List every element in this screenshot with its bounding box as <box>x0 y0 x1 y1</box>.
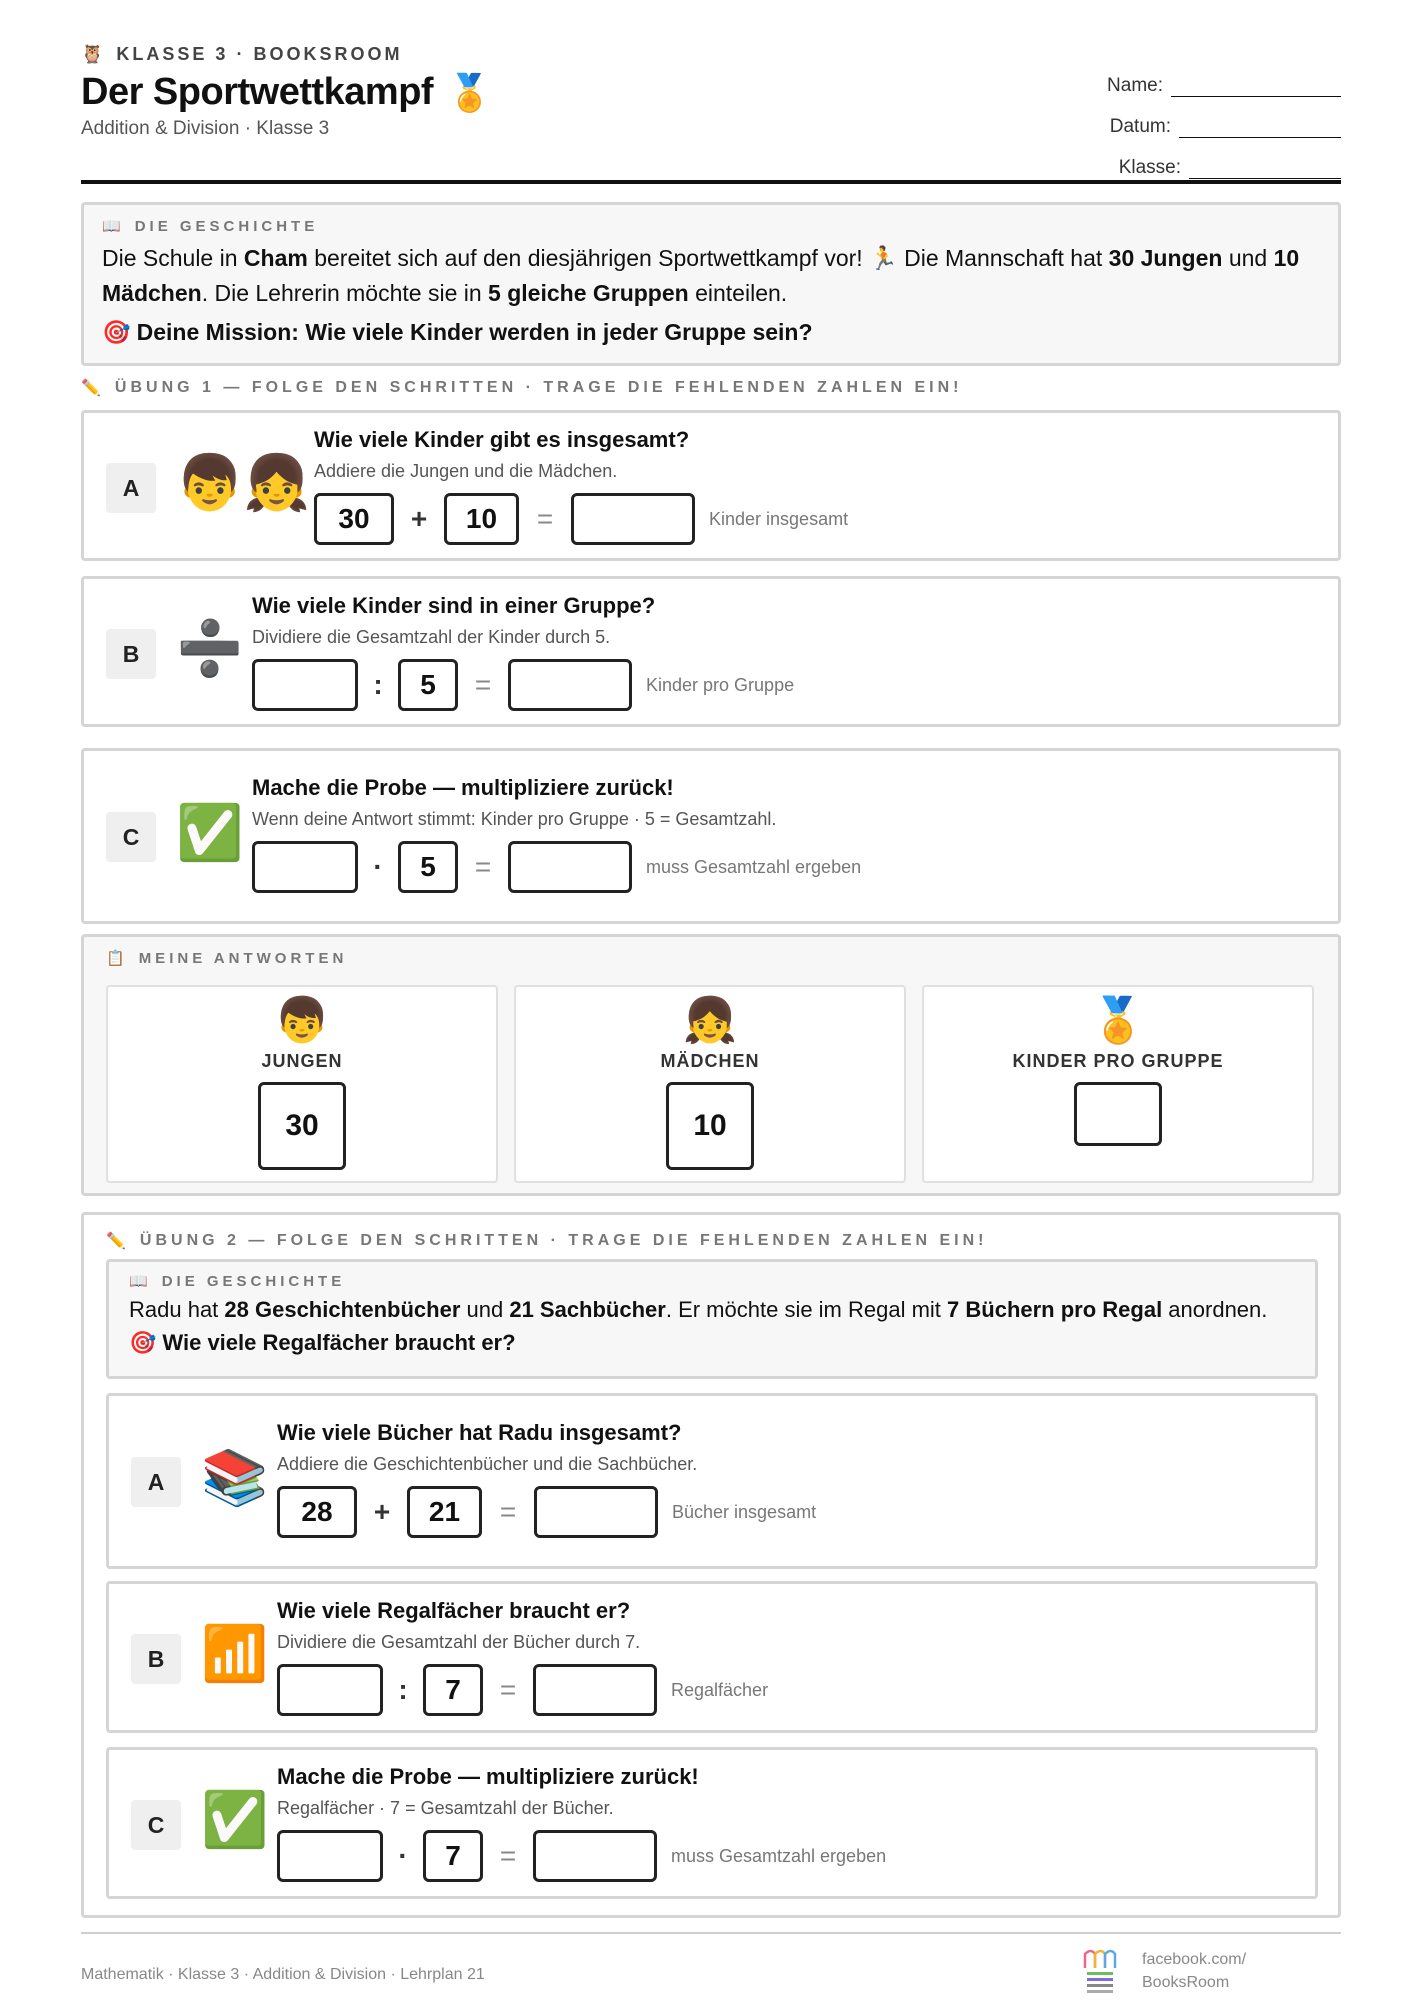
story2-box <box>106 1259 1318 1379</box>
signal-bars-icon: 📶 <box>201 1624 269 1684</box>
step-content <box>252 593 794 712</box>
operator: · <box>398 1840 408 1871</box>
mission <box>102 319 1320 346</box>
divide-icon: ➗ <box>176 619 244 679</box>
story-text-part: Die Schule in <box>102 245 244 271</box>
number-box: 5 <box>398 841 458 893</box>
book-icon: 📖 <box>102 218 125 235</box>
story-label <box>102 217 1320 235</box>
answer-card-jungen <box>106 985 498 1183</box>
answer-input[interactable] <box>252 659 358 711</box>
footer-social[interactable] <box>1142 1948 1246 1994</box>
mission2 <box>129 1330 1295 1356</box>
klasse-label: Klasse: <box>1118 157 1181 178</box>
story-box <box>81 202 1341 366</box>
target-icon: 🎯 <box>129 1330 157 1355</box>
operator: : <box>398 1674 408 1705</box>
answer-input[interactable] <box>571 493 695 545</box>
story-bold: Cham <box>243 245 308 271</box>
page-subtitle: Addition & Division · Klasse 3 <box>81 118 330 139</box>
equation <box>252 840 861 894</box>
step-letter: C <box>131 1800 181 1850</box>
step-letter: A <box>131 1457 181 1507</box>
operator: · <box>373 851 383 882</box>
answer-value: 30 <box>258 1082 346 1170</box>
story-text-part: Die Mannschaft hat <box>897 245 1109 271</box>
answer-input[interactable] <box>277 1664 383 1716</box>
equation <box>314 492 848 546</box>
operator: + <box>373 1496 391 1527</box>
step-hint: Dividiere die Gesamtzahl der Bücher durch 7. <box>277 1632 641 1652</box>
step-hint: Regalfächer · 7 = Gesamtzahl der Bücher. <box>277 1798 614 1818</box>
exercise1-label-text: ÜBUNG 1 — FOLGE DEN SCHRITTEN · TRAGE DIE FEHLENDEN ZAHLEN EIN! <box>114 379 963 396</box>
story-label-text: DIE GESCHICHTE <box>134 217 319 235</box>
step-letter: B <box>131 1634 181 1684</box>
ex2-step-a <box>106 1393 1318 1569</box>
header <box>81 44 1341 184</box>
story-text-part: . Er möchte sie im Regal mit <box>665 1297 948 1322</box>
pencil-icon: ✏️ <box>81 380 105 397</box>
mission2-text: Wie viele Regalfächer braucht er? <box>162 1330 516 1355</box>
story-text-part: einteilen. <box>688 280 788 306</box>
unit-label: Kinder insgesamt <box>709 508 849 529</box>
step-hint: Addiere die Geschichtenbücher und die Sachbücher. <box>277 1454 698 1474</box>
step-letter: A <box>106 463 156 513</box>
ex1-step-a <box>81 410 1341 561</box>
girl-icon: 👧 <box>682 996 738 1045</box>
equals-sign: = <box>499 1674 517 1705</box>
step-hint: Wenn deine Antwort stimmt: Kinder pro Gruppe · 5 = Gesamtzahl. <box>252 809 777 829</box>
step-hint: Addiere die Jungen und die Mädchen. <box>314 461 618 481</box>
story-bold: 28 Geschichtenbücher <box>224 1297 461 1322</box>
equals-sign: = <box>499 1840 517 1871</box>
equals-sign: = <box>474 669 492 700</box>
number-box: 30 <box>314 493 394 545</box>
books-icon: 📚 <box>201 1448 269 1508</box>
number-box: 5 <box>398 659 458 711</box>
step-question: Mache die Probe — multipliziere zurück! <box>252 775 674 800</box>
answers-label-text: MEINE ANTWORTEN <box>138 949 348 967</box>
equals-sign: = <box>474 851 492 882</box>
operator: + <box>410 503 428 534</box>
story-bold: 5 gleiche Gruppen <box>488 280 689 306</box>
answer-label: KINDER PRO GRUPPE <box>1012 1051 1224 1071</box>
story2-label-text: DIE GESCHICHTE <box>161 1272 346 1290</box>
ex1-step-b <box>81 576 1341 727</box>
step-question: Wie viele Kinder gibt es insgesamt? <box>314 427 690 452</box>
story-bold: 30 Jungen <box>1108 245 1223 271</box>
unit-label: Regalfächer <box>671 1679 769 1700</box>
step-content <box>252 775 861 894</box>
step-hint: Dividiere die Gesamtzahl der Kinder durch 5. <box>252 627 611 647</box>
story2-label <box>129 1272 1295 1290</box>
step-content <box>277 1764 886 1883</box>
footer-social-line2: BooksRoom <box>1142 1974 1230 1991</box>
answer-input[interactable] <box>533 1664 657 1716</box>
number-box: 10 <box>444 493 519 545</box>
owl-icon: 🦉 <box>81 44 107 64</box>
exercise2-label <box>106 1231 988 1251</box>
step-content <box>277 1598 768 1717</box>
exercise2-box <box>81 1212 1341 1918</box>
check-mark-icon: ✅ <box>176 803 244 863</box>
equals-sign: = <box>536 503 554 534</box>
story2-text <box>129 1294 1295 1326</box>
story-bold: 21 Sachbücher <box>509 1297 666 1322</box>
step-question: Wie viele Regalfächer braucht er? <box>277 1598 631 1623</box>
story-text <box>102 241 1320 311</box>
runner-icon: 🏃 <box>869 245 898 271</box>
unit-label: Bücher insgesamt <box>672 1501 817 1522</box>
answer-input[interactable] <box>534 1486 658 1538</box>
book-icon: 📖 <box>129 1273 152 1290</box>
unit-label: muss Gesamtzahl ergeben <box>671 1845 887 1866</box>
step-question: Mache die Probe — multipliziere zurück! <box>277 1764 699 1789</box>
step-letter: B <box>106 629 156 679</box>
mission-text: Deine Mission: Wie viele Kinder werden in jeder Gruppe sein? <box>136 319 813 345</box>
number-box: 7 <box>423 1830 483 1882</box>
number-box: 21 <box>407 1486 482 1538</box>
story-text-part: bereitet sich auf den diesjährigen Sportwettkampf vor! <box>307 245 870 271</box>
story-bold: 10 Mädchen <box>102 245 1300 306</box>
operator: : <box>373 669 383 700</box>
story-text-part: anordnen. <box>1162 1297 1268 1322</box>
answer-label: MÄDCHEN <box>660 1051 760 1071</box>
boy-girl-icon: 👦👧 <box>176 453 311 513</box>
answer-label: JUNGEN <box>261 1051 343 1071</box>
story-bold: 7 Büchern pro Regal <box>947 1297 1163 1322</box>
answer-input[interactable] <box>252 841 358 893</box>
datum-field[interactable] <box>1179 118 1341 138</box>
exercise1-label <box>81 378 963 398</box>
medal-icon: 🏅 <box>447 71 492 113</box>
answers-label <box>106 949 347 967</box>
exercise2-label-text: ÜBUNG 2 — FOLGE DEN SCHRITTEN · TRAGE DIE FEHLENDEN ZAHLEN EIN! <box>139 1232 988 1249</box>
number-box: 7 <box>423 1664 483 1716</box>
step-content <box>314 427 848 546</box>
step-content <box>277 1420 816 1539</box>
equation <box>252 658 794 712</box>
title-text: Der Sportwettkampf <box>81 71 434 113</box>
answers-box <box>81 934 1341 1196</box>
check-mark-icon: ✅ <box>201 1790 269 1850</box>
target-icon: 🎯 <box>102 319 131 345</box>
ex1-step-c <box>81 748 1341 924</box>
story-text-part: . Die Lehrerin möchte sie in <box>201 280 489 306</box>
story-text-part: Radu hat <box>129 1297 225 1322</box>
pencil-icon: ✏️ <box>106 1233 130 1250</box>
answer-card-gruppe <box>922 985 1314 1183</box>
footer-social-line1: facebook.com/ <box>1142 1951 1247 1968</box>
booksroom-logo-icon <box>1081 1946 1121 1996</box>
answer-input[interactable] <box>277 1830 383 1882</box>
klasse-field[interactable] <box>1189 159 1341 179</box>
footer <box>81 1932 1341 2000</box>
unit-label: muss Gesamtzahl ergeben <box>646 856 862 877</box>
number-box: 28 <box>277 1486 357 1538</box>
ex2-step-b <box>106 1581 1318 1733</box>
answer-card-maedchen <box>514 985 906 1183</box>
klasse-row <box>1041 138 1341 179</box>
datum-label: Datum: <box>1109 116 1171 137</box>
name-label: Name: <box>1107 75 1163 96</box>
datum-row <box>1041 97 1341 138</box>
step-letter: C <box>106 812 156 862</box>
answer-value: 10 <box>666 1082 754 1170</box>
ex2-step-c <box>106 1747 1318 1899</box>
equation <box>277 1485 816 1539</box>
story-text-part: und <box>460 1297 510 1322</box>
story-text-part: und <box>1222 245 1274 271</box>
kicker-text: KLASSE 3 · BOOKSROOM <box>116 44 403 64</box>
equals-sign: = <box>499 1496 517 1527</box>
answer-input[interactable] <box>1074 1082 1162 1146</box>
step-question: Wie viele Kinder sind in einer Gruppe? <box>252 593 656 618</box>
name-field[interactable] <box>1171 77 1341 97</box>
name-row <box>1041 56 1341 97</box>
answer-input[interactable] <box>508 841 632 893</box>
worksheet-page <box>81 0 1341 2000</box>
equation <box>277 1663 768 1717</box>
answer-input[interactable] <box>508 659 632 711</box>
footer-text: Mathematik · Klasse 3 · Addition & Division · Lehrplan 21 <box>81 1966 485 1983</box>
boy-icon: 👦 <box>274 996 330 1045</box>
unit-label: Kinder pro Gruppe <box>646 674 795 695</box>
equation <box>277 1829 886 1883</box>
clipboard-icon: 📋 <box>106 950 129 967</box>
step-question: Wie viele Bücher hat Radu insgesamt? <box>277 1420 682 1445</box>
answer-input[interactable] <box>533 1830 657 1882</box>
medal-icon: 🏅 <box>1090 996 1146 1045</box>
student-info <box>1041 56 1341 179</box>
